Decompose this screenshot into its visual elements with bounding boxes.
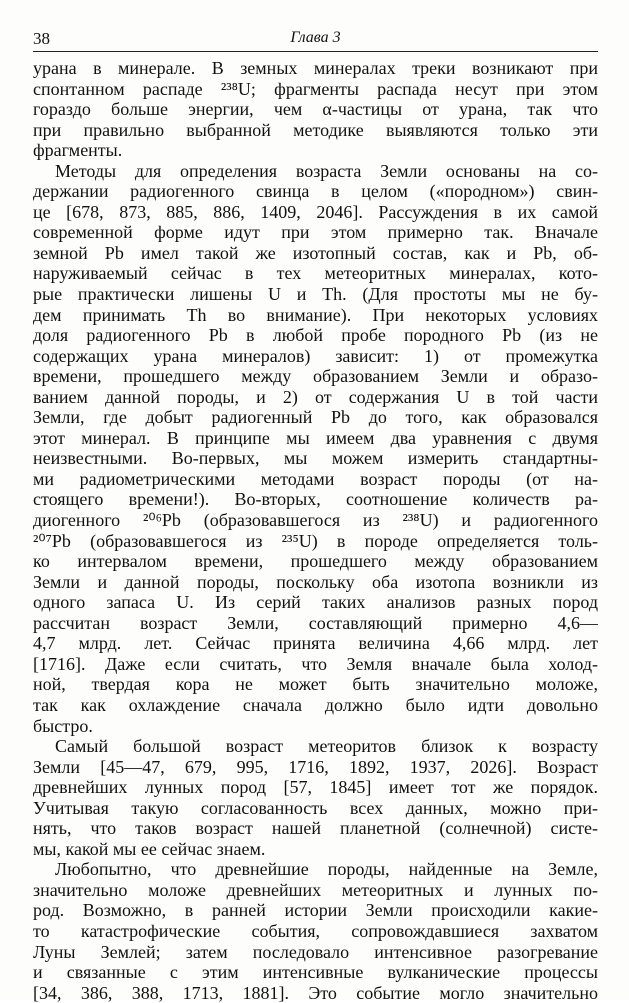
text-line: це [678, 873, 885, 886, 1409, 2046]. Рассуждения в их самой xyxy=(33,201,598,222)
text-line: ²⁰⁷Pb (образовавшегося из ²³⁵U) в породе определяется толь- xyxy=(33,530,598,551)
text-line: спонтанном распаде ²³⁸U; фрагменты распада несут при этом xyxy=(33,78,598,99)
text-line: урана в минерале. В земных минералах треки возникают при xyxy=(33,58,598,78)
text-line: [34, 386, 388, 1713, 1881]. Это событие могло значительно xyxy=(33,982,598,1003)
text-line: Земли [45—47, 679, 995, 1716, 1892, 1937, 2026]. Возраст xyxy=(33,756,598,777)
text-line: нять, что таков возраст нашей планетной (солнечной) систе- xyxy=(33,818,598,839)
text-line: то катастрофические события, сопровождавшиеся захватом xyxy=(33,920,598,941)
text-line: Любопытно, что древнейшие породы, найденные на Земле, xyxy=(55,859,598,880)
text-line: род. Возможно, в ранней истории Земли происходили какие- xyxy=(33,900,598,921)
text-line: доля радиогенного Pb в любой пробе породного Pb (из не xyxy=(33,325,598,346)
text-line: Луны Землей; затем последовало интенсивное разогревание xyxy=(33,941,598,962)
text-line: неизвестными. Во-первых, мы можем измерить стандартны- xyxy=(33,448,598,469)
text-line: древнейших лунных пород [57, 1845] имеет тот же порядок. xyxy=(33,777,598,798)
chapter-title: Глава 3 xyxy=(290,29,341,46)
text-line: современной форме идут при этом примерно так. Вначале xyxy=(33,222,598,243)
text-line: 4,7 млрд. лет. Сейчас принята величина 4,66 млрд. лет xyxy=(33,633,598,654)
text-line: этот минерал. В принципе мы имеем два уравнения с двумя xyxy=(33,427,598,448)
text-line: наруживаемый сейчас в тех метеоритных минералах, кото- xyxy=(33,263,598,284)
text-line: дем принимать Th во внимание). При некоторых условиях xyxy=(33,304,598,325)
text-line: одного запаса U. Из серий таких анализов разных пород xyxy=(33,592,598,613)
text-line: фрагменты. xyxy=(33,140,123,161)
text-line: земной Pb имел такой же изотопный состав, как и Pb, об- xyxy=(33,242,598,263)
text-line: держании радиогенного свинца в целом («породном») свин- xyxy=(33,181,598,202)
text-line: диогенного ²⁰⁶Pb (образовавшегося из ²³⁸U) и радиогенного xyxy=(33,510,598,531)
text-line: Земли, где добыт радиогенный Pb до того, как образовался xyxy=(33,407,598,428)
running-header xyxy=(33,27,598,49)
text-line: рассчитан возраст Земли, составляющий примерно 4,6— xyxy=(33,612,598,633)
text-line: значительно моложе древнейших метеоритных и лунных по- xyxy=(33,879,598,900)
text-line: Самый большой возраст метеоритов близок к возрасту xyxy=(55,736,598,757)
text-line: мы, какой мы ее сейчас знаем. xyxy=(33,838,266,859)
text-line: Методы для определения возраста Земли основаны на со- xyxy=(55,160,598,181)
header-rule xyxy=(33,51,598,52)
text-line: содержащих урана минералов) зависит: 1) от промежутка xyxy=(33,345,598,366)
text-line: ко интервалом времени, прошедшего между образованием xyxy=(33,551,598,572)
text-line: ми радиометрическими методами возраст породы (от на- xyxy=(33,468,598,489)
text-line: быстро. xyxy=(33,715,93,736)
text-line: Земли и данной породы, поскольку оба изотопа возникли из xyxy=(33,571,598,592)
text-line: так как охлаждение сначала должно было идти довольно xyxy=(33,694,598,715)
text-line: [1716]. Даже если считать, что Земля вначале была холод- xyxy=(33,653,598,674)
text-line: и связанные с этим интенсивные вулканические процессы xyxy=(33,962,598,983)
text-line: времени, прошедшего между образованием Земли и образо- xyxy=(33,366,598,387)
text-line: стоящего времени!). Во-вторых, соотношение количеств ра- xyxy=(33,489,598,510)
text-line: при правильно выбранной методике выявляются только эти xyxy=(33,119,598,140)
page-number: 38 xyxy=(33,29,50,48)
body-text xyxy=(33,58,598,1003)
text-line: рые практически лишены U и Th. (Для простоты мы не бу- xyxy=(33,284,598,305)
text-line: Учитывая такую согласованность всех данных, можно при- xyxy=(33,797,598,818)
text-line: ванием данной породы, и 2) от содержания U в той части xyxy=(33,386,598,407)
text-line: ной, твердая кора не может быть значительно моложе, xyxy=(33,674,598,695)
text-line: гораздо больше энергии, чем α-частицы от урана, так что xyxy=(33,99,598,120)
